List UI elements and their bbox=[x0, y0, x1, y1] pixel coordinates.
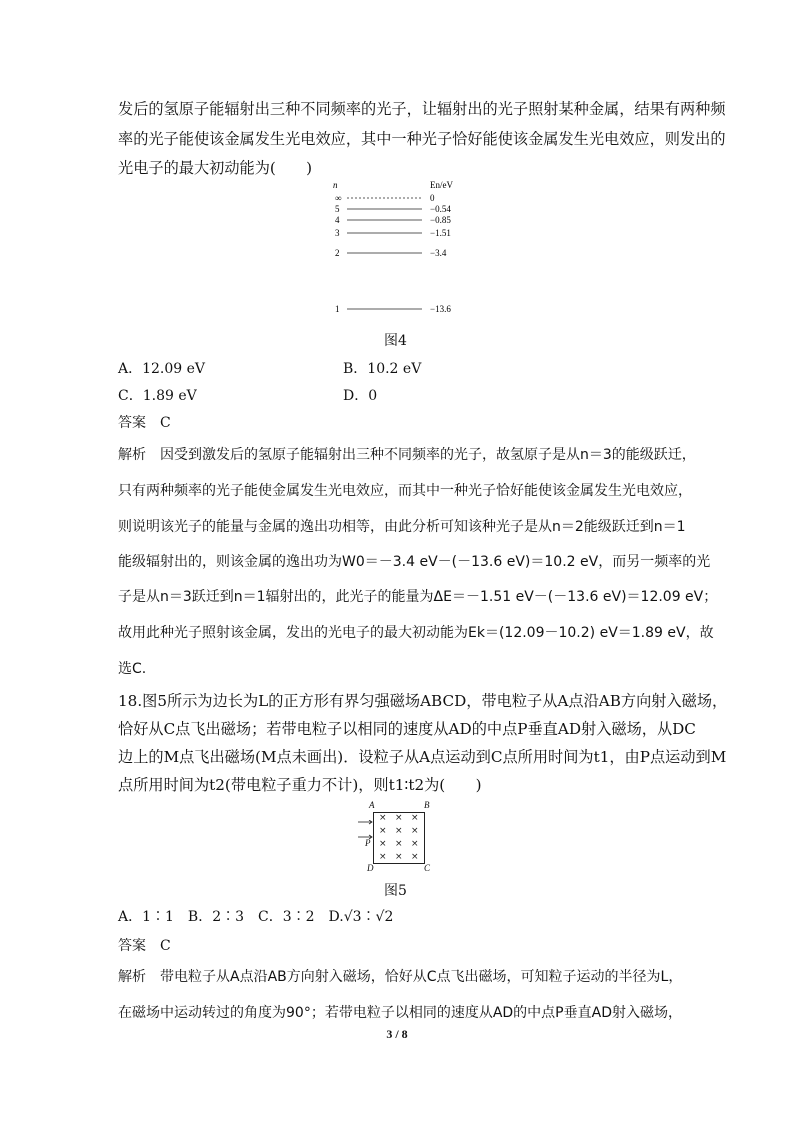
level-n-label: ∞ bbox=[335, 193, 342, 203]
q18-answer: 答案 C bbox=[118, 938, 171, 954]
q17-analysis-line-1: 解析 因受到激发后的氢原子能辐射出三种不同频率的光子，故氢原子是从n＝3的能级跃迁， bbox=[118, 447, 696, 463]
q18-stem-line-1: 18.图5所示为边长为L的正方形有界匀强磁场ABCD，带电粒子从A点沿AB方向射入磁场， bbox=[118, 692, 728, 710]
field-cross-icon: × bbox=[411, 839, 419, 849]
level-energy-label: −1.51 bbox=[430, 228, 451, 238]
energy-level-diagram bbox=[325, 178, 475, 320]
q17-stem-line-3: 光电子的最大初动能为( ) bbox=[118, 159, 313, 177]
field-cross-icon: × bbox=[395, 839, 403, 849]
corner-d-label: D bbox=[367, 863, 374, 873]
level-n-label: 3 bbox=[335, 228, 340, 238]
q17-answer: 答案 C bbox=[118, 415, 171, 431]
q18-analysis-line-1: 解析 带电粒子从A点沿AB方向射入磁场，恰好从C点飞出磁场，可知粒子运动的半径为L， bbox=[118, 969, 683, 985]
field-cross-icon: × bbox=[379, 813, 387, 823]
figure-4-caption: 图4 bbox=[384, 333, 407, 349]
q17-stem-line-1: 发后的氢原子能辐射出三种不同频率的光子，让辐射出的光子照射某种金属，结果有两种频 bbox=[118, 100, 726, 118]
q17-analysis-line-6: 故用此种光子照射该金属，发出的光电子的最大初动能为Ek＝(12.09－10.2) eV＝1.89 eV，故 bbox=[118, 625, 714, 641]
q17-option-b[interactable]: B．10.2 eV bbox=[343, 361, 422, 377]
field-cross-icon: × bbox=[411, 826, 419, 836]
q17-option-d[interactable]: D．0 bbox=[343, 388, 378, 404]
field-cross-icon: × bbox=[411, 813, 419, 823]
q18-stem-line-4: 点所用时间为t2(带电粒子重力不计)，则t1∶t2为( ) bbox=[118, 776, 482, 794]
figure-5-caption: 图5 bbox=[384, 883, 407, 899]
field-cross-icon: × bbox=[379, 839, 387, 849]
level-n-label: 5 bbox=[335, 204, 340, 214]
q17-stem-line-2: 率的光子能使该金属发生光电效应，其中一种光子恰好能使该金属发生光电效应，则发出的 bbox=[118, 130, 726, 148]
corner-a-label: A bbox=[369, 800, 375, 810]
level-n-label: 4 bbox=[335, 215, 340, 225]
field-cross-icon: × bbox=[395, 826, 403, 836]
field-cross-icon: × bbox=[395, 852, 403, 862]
level-energy-label: −3.4 bbox=[430, 248, 447, 258]
corner-b-label: B bbox=[424, 800, 430, 810]
q18-stem-line-3: 边上的M点飞出磁场(M点未画出)．设粒子从A点运动到C点所用时间为t1，由P点运动到M bbox=[118, 748, 727, 766]
point-p-label: P bbox=[365, 838, 371, 848]
field-cross-icon: × bbox=[395, 813, 403, 823]
corner-c-label: C bbox=[424, 863, 431, 873]
level-energy-label: −0.85 bbox=[430, 215, 451, 225]
n-axis-label: n bbox=[333, 180, 338, 190]
q17-analysis-line-5: 子是从n＝3跃迁到n＝1辐射出的，此光子的能量为ΔE＝－1.51 eV－(－13.6 eV)＝12.09 eV； bbox=[118, 589, 718, 605]
q17-option-c[interactable]: C．1.89 eV bbox=[118, 388, 197, 404]
field-cross-icon: × bbox=[411, 852, 419, 862]
q17-option-a[interactable]: A．12.09 eV bbox=[118, 361, 206, 377]
field-cross-icon: × bbox=[379, 852, 387, 862]
level-energy-label: −13.6 bbox=[430, 304, 451, 314]
level-energy-label: −0.54 bbox=[430, 204, 451, 214]
q18-stem-line-2: 恰好从C点飞出磁场；若带电粒子以相同的速度从AD的中点P垂直AD射入磁场，从DC bbox=[118, 720, 696, 738]
page-number: 3 / 8 bbox=[386, 1027, 408, 1041]
field-cross-icon: × bbox=[379, 826, 387, 836]
q18-analysis-line-2: 在磁场中运动转过的角度为90°；若带电粒子以相同的速度从AD的中点P垂直AD射入磁场， bbox=[118, 1005, 682, 1021]
entry-arrows bbox=[358, 820, 376, 850]
level-energy-label: 0 bbox=[430, 193, 435, 203]
level-n-label: 2 bbox=[335, 248, 340, 258]
energy-axis-label: En/eV bbox=[430, 180, 453, 190]
q17-analysis-line-3: 则说明该光子的能量与金属的逸出功相等，由此分析可知该种光子是从n＝2能级跃迁到n＝1 bbox=[118, 519, 686, 535]
q17-analysis-line-2: 只有两种频率的光子能使金属发生光电效应，而其中一种光子恰好能使该金属发生光电效应， bbox=[118, 483, 692, 499]
level-n-label: 1 bbox=[335, 304, 340, 314]
q17-analysis-line-4: 能级辐射出的，则该金属的逸出功为W0＝－3.4 eV－(－13.6 eV)＝10.2 eV，而另一频率的光 bbox=[118, 554, 711, 570]
q17-analysis-line-7: 选C. bbox=[118, 661, 147, 677]
q18-options[interactable]: A．1∶1 B．2∶3 C．3∶2 D.√3∶√2 bbox=[118, 909, 394, 925]
